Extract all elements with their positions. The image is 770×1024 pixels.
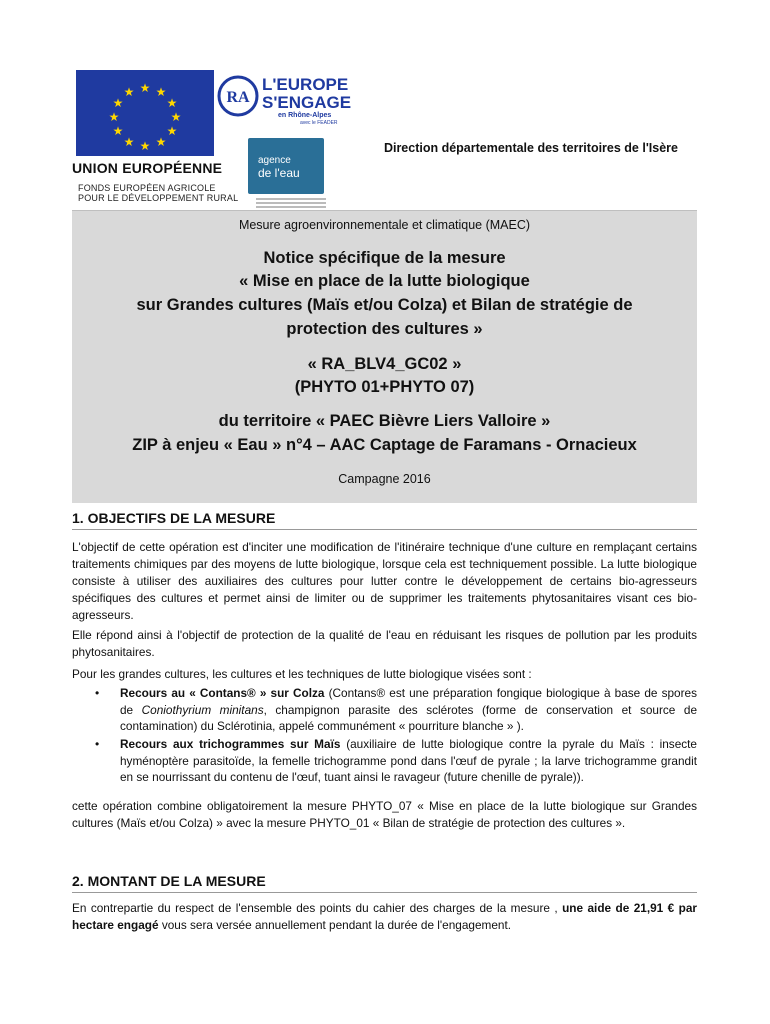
bullet-icon: • <box>95 686 100 700</box>
maec-subtitle: Mesure agroenvironnementale et climatique (MAEC) <box>238 218 531 232</box>
eu-flag-logo <box>76 70 214 156</box>
eu-fund-line2: POUR LE DÉVELOPPEMENT RURAL <box>78 193 239 203</box>
svg-text:★: ★ <box>139 81 151 95</box>
measure-code: « RA_BLV4_GC02 » <box>307 355 462 373</box>
agence-logo-line2: de l'eau <box>258 166 300 180</box>
svg-text:★: ★ <box>166 96 178 110</box>
svg-text:★: ★ <box>112 124 124 138</box>
region-ra-logo-icon <box>216 74 260 118</box>
campaign-year: Campagne 2016 <box>338 472 431 486</box>
water-quality-paragraph: Elle répond ainsi à l'objectif de protection de la qualité de l'eau en réduisant les risques de pollution par les produits phytosanitaires. <box>72 628 697 659</box>
combination-paragraph: cette opération combine obligatoirement la mesure PHYTO_07 « Mise en place de la lutte biologique sur Grandes cultures (Maïs et/ou Colza) » avec la mesure PHYTO_01 « Bilan de stratégie de protection des cultures ». <box>72 799 697 830</box>
eu-title: UNION EUROPÉENNE <box>72 160 223 176</box>
eu-stars-icon <box>76 70 214 156</box>
list-item <box>95 685 697 735</box>
svg-text:★: ★ <box>108 110 120 124</box>
notice-title-line1: Notice spécifique de la mesure <box>263 249 506 267</box>
amount-paragraph: En contrepartie du respect de l'ensemble des points du cahier des charges de la mesure , une aide de 21,91 € par hectare engagé vous sera versée annuellement pendant la durée de l'engagement. <box>72 901 697 932</box>
europe-logo-line4: avec le FEADER <box>300 120 338 126</box>
section2-title: 2. MONTANT DE LA MESURE <box>72 873 266 889</box>
section1-title: 1. OBJECTIFS DE LA MESURE <box>72 510 276 526</box>
list-item <box>95 736 697 786</box>
territory-line1: du territoire « PAEC Bièvre Liers Valloire » <box>218 412 551 430</box>
notice-title-line2: « Mise en place de la lutte biologique <box>239 272 530 290</box>
section2-divider <box>72 892 697 893</box>
amount-value: une aide de 21,91 € par hectare engagé <box>72 901 697 932</box>
techniques-intro: Pour les grandes cultures, les cultures et les techniques de lutte biologique visées sont : <box>72 667 532 681</box>
bullet-icon: • <box>95 737 100 751</box>
europe-logo-line2: S'ENGAGE <box>262 93 352 112</box>
svg-text:RA: RA <box>226 89 250 106</box>
agence-small-print <box>246 196 336 210</box>
notice-title-line4: protection des cultures » <box>286 320 483 338</box>
europe-logo-line1: L'EUROPE <box>262 75 349 94</box>
measure-phyto-codes: (PHYTO 01+PHYTO 07) <box>294 378 475 396</box>
objective-paragraph: L'objectif de cette opération est d'inciter une modification de l'itinéraire technique d'une culture en remplaçant certains traitements chimiques par des moyens de lutte biologique, lorsque cela est techniquement possible. La lutte biologique consiste à utiliser des auxiliaires des cultures pour lutter contre le développement de certains bio-agresseurs spécifiques des cultures et permet ainsi de limiter ou de supprimer les traitements phytosanitaires visant ces bio-agresseurs. <box>72 540 697 622</box>
svg-text:★: ★ <box>170 110 182 124</box>
eu-fund-line1: FONDS EUROPÉEN AGRICOLE <box>78 183 216 193</box>
section1-divider <box>72 529 697 530</box>
bullet-text: Recours au « Contans® » sur Colza (Contans® est une préparation fongique biologique à base de spores de Coniothyrium minitans, champignon parasite des sclérotes (forme de conservation et source de contamination) du Sclérotinia, appelé communément « pourriture blanche » ). <box>120 686 698 733</box>
europe-logo-line3: en Rhône-Alpes <box>278 112 332 119</box>
direction-heading: Direction départementale des territoires de l'Isère <box>383 141 678 155</box>
svg-text:★: ★ <box>139 139 151 153</box>
territory-line2: ZIP à enjeu « Eau » n°4 – AAC Captage de Faramans - Ornacieux <box>132 436 637 454</box>
svg-text:★: ★ <box>155 135 167 149</box>
svg-text:★: ★ <box>166 124 178 138</box>
svg-text:★: ★ <box>123 85 135 99</box>
bullet-text: Recours aux trichogrammes sur Maïs (auxiliaire de lutte biologique contre la pyrale du Maïs : insecte hyménoptère parasitoïde, la femelle trichogramme pond dans l'œuf de pyrale ; la larve trichogramme grandit en se nourrissant du contenu de l'œuf, tuant ainsi le ravageur (future chenille de pyrale)). <box>120 737 697 784</box>
notice-title-line3: sur Grandes cultures (Maïs et/ou Colza) et Bilan de stratégie de <box>136 296 633 314</box>
agence-logo-line1: agence <box>258 155 291 166</box>
svg-text:★: ★ <box>112 96 124 110</box>
svg-text:★: ★ <box>123 135 135 149</box>
svg-text:★: ★ <box>155 85 167 99</box>
